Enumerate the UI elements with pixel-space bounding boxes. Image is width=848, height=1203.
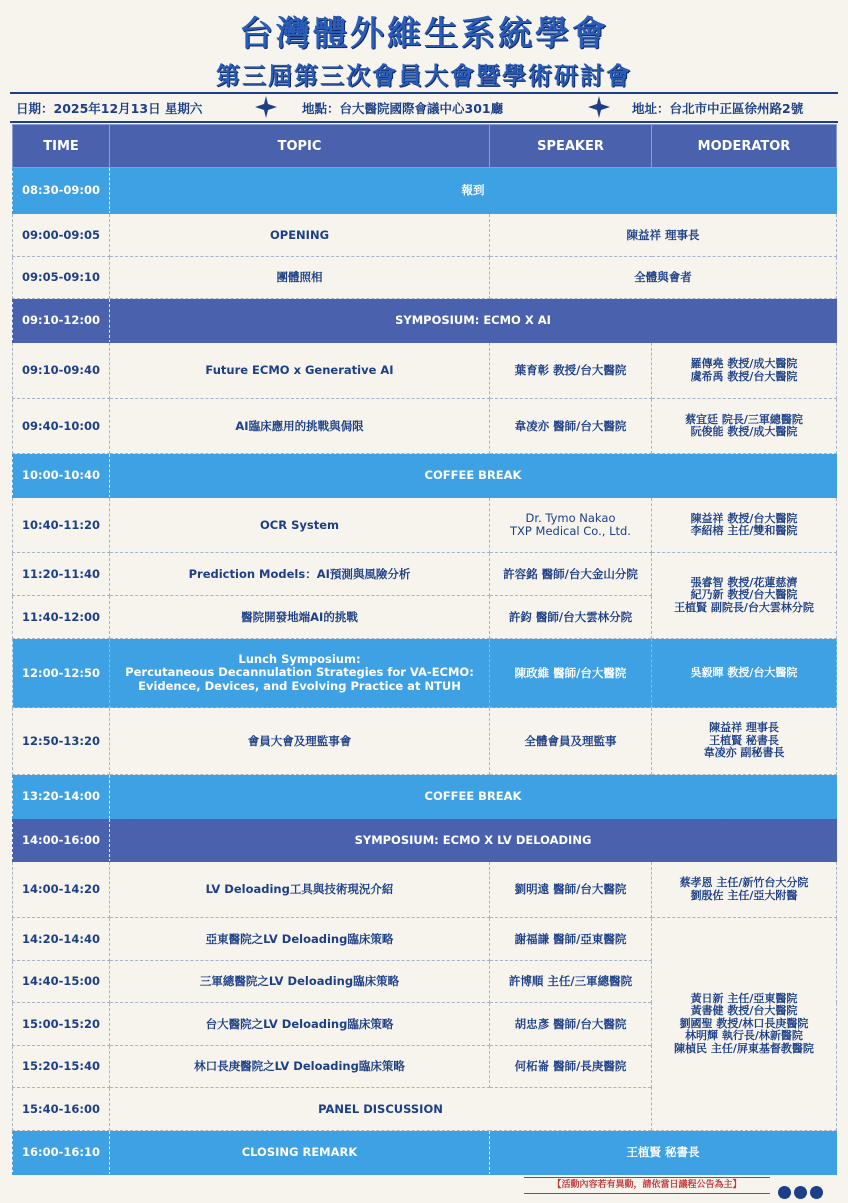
dot-icon: [794, 1186, 807, 1199]
table-row: [13, 214, 837, 257]
society-title: 台灣體外維生系統學會: [239, 14, 609, 54]
moderator-name: 陳益祥 教授/台大醫院: [690, 511, 798, 525]
sparkle-icon: [255, 96, 277, 118]
row-speaker: 葉育彰 教授/台大醫院: [490, 343, 652, 399]
row-topic: COFFEE BREAK: [110, 454, 837, 498]
row-topic: OCR System: [110, 498, 490, 553]
moderator-name: 陳楨民 主任/屏東基督教醫院: [674, 1041, 814, 1055]
row-time: 14:00-14:20: [13, 862, 110, 918]
moderator-name: 張睿智 教授/花蓮慈濟: [690, 575, 798, 589]
row-topic: SYMPOSIUM: ECMO X LV DELOADING: [110, 819, 837, 862]
row-topic: [110, 639, 490, 708]
topic-line: Evidence, Devices, and Evolving Practice at NTUH: [138, 678, 461, 693]
table-row: [13, 168, 837, 214]
row-time: 10:40-11:20: [13, 498, 110, 553]
row-moderator: [652, 399, 837, 454]
row-speaker: 陳政維 醫師/台大醫院: [490, 639, 652, 708]
row-topic: PANEL DISCUSSION: [110, 1088, 652, 1131]
event-address: 地址：台北市中正區徐州路2號: [632, 101, 804, 116]
row-moderator: [652, 498, 837, 553]
row-moderator: [652, 862, 837, 918]
table-header-row: [13, 125, 837, 168]
row-topic: AI臨床應用的挑戰與侷限: [110, 399, 490, 454]
moderator-name: 虞希禹 教授/台大醫院: [690, 369, 798, 383]
moderator-name: 韋凌亦 副秘書長: [703, 746, 785, 760]
row-time: 14:20-14:40: [13, 918, 110, 961]
row-topic: 會員大會及理監事會: [110, 708, 490, 775]
dot-icon: [810, 1186, 823, 1199]
dot-icon: [778, 1186, 791, 1199]
row-time: 09:00-09:05: [13, 214, 110, 257]
moderator-name: 王植賢 秘書長: [709, 733, 779, 747]
moderator-name: 紀乃新 教授/台大醫院: [690, 588, 798, 602]
table-row: [13, 399, 837, 454]
table-row: [13, 343, 837, 399]
row-time: 08:30-09:00: [13, 168, 110, 214]
table-row: [13, 257, 837, 299]
moderator-name: 羅傳堯 教授/成大醫院: [690, 357, 798, 370]
row-topic: COFFEE BREAK: [110, 775, 837, 819]
row-time: 10:00-10:40: [13, 454, 110, 498]
row-time: 09:10-12:00: [13, 299, 110, 343]
column-header-time: TIME: [13, 125, 110, 168]
row-speaker: 王植賢 秘書長: [490, 1131, 837, 1175]
row-topic: 團體照相: [110, 257, 490, 299]
row-topic: 報到: [110, 168, 837, 214]
row-speaker: 全體會員及理監事: [490, 708, 652, 775]
moderator-name: 劉國聖 教授/林口長庚醫院: [679, 1016, 809, 1030]
speaker-line: Dr. Tymo Nakao: [525, 511, 616, 525]
event-info-bar: [10, 92, 838, 123]
table-row: [13, 299, 837, 343]
event-date: 日期：2025年12月13日 星期六: [16, 101, 203, 116]
row-moderator: 吳毅暉 教授/台大醫院: [652, 639, 837, 708]
column-header-topic: TOPIC: [110, 125, 490, 168]
moderator-name: 黃書健 教授/台大醫院: [690, 1004, 798, 1018]
row-time: 14:00-16:00: [13, 819, 110, 862]
row-moderator: [652, 918, 837, 1131]
table-row: [13, 454, 837, 498]
moderator-name: 劉殷佐 主任/亞大附醫: [690, 888, 798, 902]
row-speaker: 全體與會者: [490, 257, 837, 299]
schedule-table: [12, 124, 837, 1175]
row-time: 15:40-16:00: [13, 1088, 110, 1131]
row-topic: Future ECMO x Generative AI: [110, 343, 490, 399]
row-speaker: [490, 498, 652, 553]
table-row: [13, 498, 837, 553]
table-row: [13, 639, 837, 708]
row-topic: Prediction Models：AI預測與風險分析: [110, 553, 490, 596]
row-moderator: [652, 708, 837, 775]
row-time: 14:40-15:00: [13, 961, 110, 1003]
row-moderator: [652, 343, 837, 399]
row-topic: 醫院開發地端AI的挑戰: [110, 596, 490, 639]
decorative-dots: [778, 1184, 826, 1203]
row-time: 15:20-15:40: [13, 1046, 110, 1088]
row-topic: CLOSING REMARK: [110, 1131, 490, 1175]
row-time: 15:00-15:20: [13, 1003, 110, 1046]
row-speaker: 劉明遠 醫師/台大醫院: [490, 862, 652, 918]
sparkle-icon: [588, 96, 610, 118]
row-topic: 台大醫院之LV Deloading臨床策略: [110, 1003, 490, 1046]
moderator-name: 李紹榕 主任/雙和醫院: [690, 524, 798, 537]
row-speaker: 陳益祥 理事長: [490, 214, 837, 257]
row-topic: 三軍總醫院之LV Deloading臨床策略: [110, 961, 490, 1003]
table-row: [13, 862, 837, 918]
topic-line: Lunch Symposium:: [238, 651, 361, 666]
row-time: 09:40-10:00: [13, 399, 110, 454]
table-row: [13, 775, 837, 819]
row-time: 12:00-12:50: [13, 639, 110, 708]
moderator-name: 黃日新 主任/亞東醫院: [690, 991, 798, 1005]
moderator-name: 王植賢 副院長/台大雲林分院: [674, 600, 814, 614]
topic-line: Percutaneous Decannulation Strategies for VA-ECMO:: [125, 665, 474, 680]
table-row: [13, 918, 837, 961]
row-topic: OPENING: [110, 214, 490, 257]
column-header-moderator: MODERATOR: [652, 125, 837, 168]
table-row: [13, 708, 837, 775]
row-time: 13:20-14:00: [13, 775, 110, 819]
row-time: 09:10-09:40: [13, 343, 110, 399]
table-row: [13, 819, 837, 862]
table-row: [13, 1131, 837, 1175]
row-time: 12:50-13:20: [13, 708, 110, 775]
moderator-name: 林明輝 執行長/林新醫院: [685, 1029, 803, 1043]
row-topic: 林口長庚醫院之LV Deloading臨床策略: [110, 1046, 490, 1088]
row-time: 09:05-09:10: [13, 257, 110, 299]
row-speaker: 許鈞 醫師/台大雲林分院: [490, 596, 652, 639]
event-venue: 地點：台大醫院國際會議中心301廳: [302, 101, 504, 116]
row-time: 11:40-12:00: [13, 596, 110, 639]
disclaimer-note: 【活動內容若有異動，請依當日議程公告為主】: [524, 1177, 770, 1194]
row-speaker: 胡忠彥 醫師/台大醫院: [490, 1003, 652, 1046]
column-header-speaker: SPEAKER: [490, 125, 652, 168]
row-moderator: [652, 553, 837, 639]
row-speaker: 何柘崙 醫師/長庚醫院: [490, 1046, 652, 1088]
row-speaker: 許容銘 醫師/台大金山分院: [490, 553, 652, 596]
table-row: [13, 553, 837, 596]
moderator-name: 蔡孝恩 主任/新竹台大分院: [679, 876, 809, 889]
moderator-name: 陳益祥 理事長: [709, 721, 779, 735]
row-speaker: 韋凌亦 醫師/台大醫院: [490, 399, 652, 454]
row-time: 11:20-11:40: [13, 553, 110, 596]
row-time: 16:00-16:10: [13, 1131, 110, 1175]
row-speaker: 謝福謙 醫師/亞東醫院: [490, 918, 652, 961]
moderator-name: 蔡宜廷 院長/三軍總醫院: [685, 412, 803, 426]
row-speaker: 許博順 主任/三軍總醫院: [490, 961, 652, 1003]
speaker-line: TXP Medical Co., Ltd.: [510, 524, 631, 538]
row-topic: LV Deloading工具與技術現況介紹: [110, 862, 490, 918]
row-topic: SYMPOSIUM: ECMO X AI: [110, 299, 837, 343]
moderator-name: 阮俊能 教授/成大醫院: [690, 425, 798, 438]
row-topic: 亞東醫院之LV Deloading臨床策略: [110, 918, 490, 961]
event-title: 第三屆第三次會員大會暨學術研討會: [216, 62, 632, 90]
